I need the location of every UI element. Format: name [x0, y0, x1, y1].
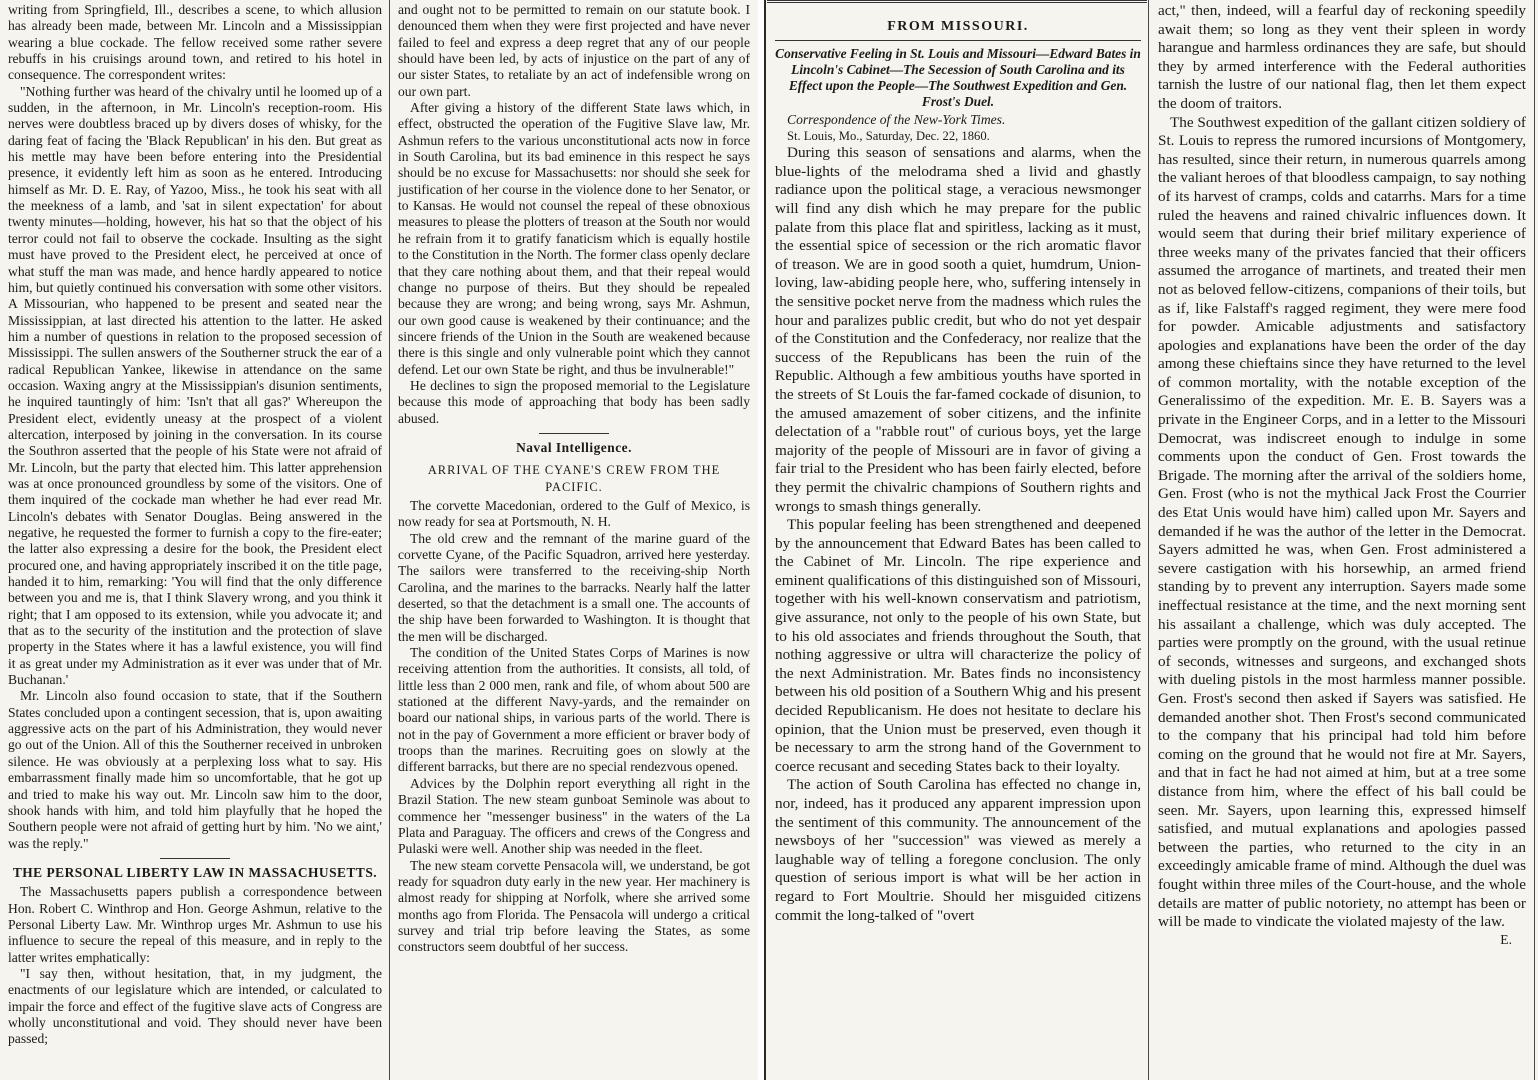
title-rule: [775, 40, 1141, 41]
section-title: THE PERSONAL LIBERTY LAW IN MASSACHUSETTS.: [12, 864, 378, 880]
column-rule: [1148, 0, 1149, 1080]
article-paragraph: act," then, indeed, will a fearful day of reckoning speedily await them; so long as they vent their spleen in wordy harangue and harmless ordinances they are safe, but should they by armed interference with the Federal authorities tarnish the lustre of our national flag, then let them expect the doom of traitors.: [1158, 2, 1526, 112]
article-paragraph: He declines to sign the proposed memorial to the Legislature because this mode of approaching that body has been sadly abused.: [398, 377, 750, 426]
article-paragraph: The corvette Macedonian, ordered to the Gulf of Mexico, is now ready for sea at Portsmouth, N. H.: [398, 497, 750, 530]
article-paragraph: and ought not to be permitted to remain on our statute book. I denounced them when they were first projected and have never failed to feel and express a deep regret that any of our people should have been led, by acts of injustice on the part of any of our sister States, to retaliate by an act of indefensible wrong on our own part.: [398, 2, 750, 99]
article-paragraph: The action of South Carolina has effected no change in, nor, indeed, has it produced any apparent impression upon the sentiment of this community. The announcement of the newsboys of her "succession" was viewed as merely a laughable way of telling a foregone conclusion. The only question of serious import is what will be her action in regard to Fort Moultrie. Should her misguided citizens commit the long-talked of "overt: [775, 776, 1141, 924]
article-paragraph: This popular feeling has been strengthened and deepened by the announcement that Edward Bates has been called to the Cabinet of Mr. Lincoln. The ripe experience and eminent qualifications of this distinguished son of Missouri, together with his well-known conservatism and patriotism, give assurance, not only to the people of his own State, but to his old associates and friends throughout the South, that nothing aggressive or ultra will characterize the policy of the next Administration. Mr. Bates finds no inconsistency between his old position of a Southern Whig and his present decided Republicanism. He does not hesitate to declare his opinion, that the Union must be preserved, even though it be necessary to arm the strong hand of the Government to coerce recusant and seceding States back to their loyalty.: [775, 516, 1141, 775]
correspondence-line: Correspondence of the New-York Times.: [787, 111, 1006, 127]
article-paragraph: The old crew and the remnant of the marine guard of the corvette Cyane, of the Pacific Squadron, arrived here yesterday. The sailors were transferred to the receiving-ship North Carolina, and the marines to the barracks. Nearly half the latter deserted, so that the detachment is a small one. The accounts of the ship have been forwarded to Washington. It is thought that the men will be discharged.: [398, 530, 750, 644]
dateline: St. Louis, Mo., Saturday, Dec. 22, 1860.: [787, 128, 990, 143]
author-signature: E.: [1500, 931, 1512, 947]
article-title: FROM MISSOURI.: [887, 19, 1029, 34]
article-paragraph: Advices by the Dolphin report everything all right in the Brazil Station. The new steam gunboat Seminole was about to commence her "messenger business" in the waters of the La Plata and Paraguay. The officers and crews of the Congress and Pulaski were well. Another ship was needed in the fleet.: [398, 775, 750, 857]
column-4: [1150, 0, 1532, 1080]
section-divider: [539, 433, 609, 434]
article-paragraph: "I say then, without hesitation, that, in my judgment, the enactments of our legislature which are intended, or calculated to impair the force and effect of the fugitive slave acts of Congress are wholly unconstitutional and void. They should never have been passed;: [8, 965, 382, 1047]
article-paragraph: "Nothing further was heard of the chivalry until he loomed up of a sudden, in the afternoon, in Mr. Lincoln's reception-room. His nerves were doubtless braced up by divers doses of whisky, for the daring feat of facing the 'Black Republican' in his den. But great as his mettle may have been before entering into the Presidential presence, it evidently left him as soon as he entered. Introducing himself as Mr. D. E. Ray, of Yazoo, Miss., he took his seat with all the meekness of a lamb, and 'sat in silent expectation' for about twenty minutes—holding, however, his hat so that the object of his terror could not fail to observe the cockade. Insulting as the sight must have proved to the President elect, he perceived at once of what stuff the man was made, and hence hardly appeared to notice him, but quietly continued his conversation with some other visitors. A Missourian, who happened to be present and seated near the Mississippian, at last directed his attention to the latter. He asked him a number of questions in relation to the proposed secession of Mississippi. The sullen answers of the Southerner struck the ear of a radical Republican Yankee, likewise in attendance on the same occasion. Waxing angry at the Mississippian's disunion sentiments, he inquired tauntingly of him: 'Isn't that all gas?' Whereupon the President elect, evidently uneasy at the prospect of a violent altercation, interposed by joining in the conversation. In its course the Southron asserted that the people of his State were not afraid of Mr. Lincoln, but the party that elected him. This latter apprehension was at once pronounced groundless by some of the visitors. One of them inquired of the cockade man whether he had ever read Mr. Lincoln's debates with Senator Douglas. Being answered in the negative, he requested the former to furnish a copy to the fire-eater; the latter also expressing a desire for the book, the President elect procured one, and having appropriately inscribed it on the title page, handed it to him, remarking: 'You will find that the only difference between you and me is, that I think Slavery wrong, and you think it right; that I am opposed to its extension, while you advocate it; and that as to the security of the institution and the protection of slave property in the States where it has a lawful existence, you will find it as great under my Administration as it ever was under that of Mr. Buchanan.': [8, 83, 382, 688]
page-edge-rule: [1534, 0, 1535, 1080]
article-paragraph: writing from Springfield, Ill., describes a scene, to which allusion has already been made, between Mr. Lincoln and a Mississippian wearing a blue cockade. The fellow received some rather severe rebuffs in his cruisings around town, and retired to his hotel in consequence. The correspondent writes:: [8, 2, 382, 83]
column-rule: [764, 0, 766, 1080]
article-paragraph: The new steam corvette Pensacola will, we understand, be got ready for squadron duty early in the new year. Her machinery is almost ready for shipping at Norfolk, where she arrived some months ago from Florida. The Pensacola will undergo a critical survey and trial trip before leaving the States, as some constructors seem doubtful of her success.: [398, 857, 750, 955]
column-3: [767, 0, 1147, 1080]
article-paragraph: The Massachusetts papers publish a correspondence between Hon. Robert C. Winthrop and Hon. George Ashmun, relative to the Personal Liberty Law. Mr. Winthrop urges Mr. Ashmun to use his influence to secure the repeal of this measure, and in reply to the latter writes emphatically:: [8, 884, 382, 965]
column-1: [0, 0, 388, 1080]
article-paragraph: Mr. Lincoln also found occasion to state, that if the Southern States concluded upon a contingent secession, that is, upon awaiting aggressive acts on the part of his Administration, they would never go out of the Union. All of this the Southerner received in unbroken silence. He was obviously at a perplexing loss what to say. His embarrassment finally made him so uncomfortable, that he got up and tried to make his way out. Mr. Lincoln saw him to the door, shook hands with him, and told him playfully that he hoped the Southern people were not afraid of getting hurt by him. 'No we aint,' was the reply.": [8, 688, 382, 851]
article-paragraph: After giving a history of the different State laws which, in effect, obstructed the operation of the Fugitive Slave law, Mr. Ashmun refers to the various unconstitutional acts now in force in South Carolina, but its bad eminence in this respect he says should be no excuse for Massachusetts: nor should she seek for justification of her course in the violence done to her Senator, or to Kansas. He would not counsel the repeal of these obnoxious measures to please the plotters of treason at the South nor would he refrain from it to gratify fanaticism which is equally hostile to the Constitution in the North. The former class openly declare that they care nothing about them, and that their repeal would change no purpose of theirs. But they should be repealed because they are wrong; and being wrong, says Mr. Ashmun, our own good cause is weakened by their continuance; and the sincere friends of the Union in the South are weakened because there is this single and only vulnerable point which they cannot defend. Let our own State be right, and thus be invulnerable!": [398, 100, 750, 377]
column-2: [390, 0, 756, 1080]
article-paragraph: The condition of the United States Corps of Marines is now receiving attention from the authorities. It consists, all told, of little less than 2 000 men, rank and file, of whom about 500 are stationed at the different Navy-yards, and the remainder on board our national ships, in various parts of the world. There is not in the pay of Government a more efficient or braver body of troops than the marines. Recruiting goes on slowly at the different barracks, but there are no special rendezvous opened.: [398, 645, 750, 775]
section-subtitle: ARRIVAL OF THE CYANE'S CREW FROM THE PACIFIC.: [427, 463, 721, 494]
section-title: Naval Intelligence.: [516, 439, 632, 455]
article-paragraph: The Southwest expedition of the gallant citizen soldiery of St. Louis to repress the rumored incursions of Montgomery, has resulted, since their return, in numerous quarrels among the valiant heroes of that bloodless campaign, to say nothing of its harvest of cramps, colds and catarrhs. Mars for a time ruled the heavens and rained chivalric influences down. It would seem that during their brief military experience of three weeks many of the privates fancied that their officers assumed the arrogance of martinets, and treated their men not as beloved fellow-citizens, companions of their toils, but as if, like Falstaff's ragged regiment, they were mere food for powder. Amicable adjustments and satisfactory apologies and explanations have been the order of the day among these chieftains since they have returned to the level of common mortality, with the notable exception of the Generalissimo of the expedition. Mr. E. B. Sayers was a private in the Engineer Corps, and in a letter to the Missouri Democrat, was indiscreet enough to indulge in some comments upon the conduct of Gen. Frost towards the Brigade. The morning after the arrival of the soldiers home, Gen. Frost (who is not the mythical Jack Frost the Courrier des Etat Unis would have him) called upon Mr. Sayers and demanded if he was the author of the letter in the Democrat. Sayers admitted he was, when Gen. Frost administered a severe castigation with his horsewhip, an armed friend standing by to prevent any interruption. Sayers made some ineffectual resistance at the time, and the next morning sent his assailant a challenge, which was duly accepted. The parties were promptly on the ground, with the usual retinue of seconds, witnesses and surgeons, and exchanged shots with dueling pistols in the most harmless manner possible. Gen. Frost's second then asked if Sayers was satisfied. He demanded another shot. Then Frost's second communicated to the company that his principal had told him before coming on the ground that he would not fire at Mr. Sayers, and that in fact he had not aimed at him, but at a tree some distance from him, where the effect of his ball could be seen. Mr. Sayers, upon learning this, expressed himself satisfied, and mutual explanations and apologies passed between the parties, who returned to the city in an exceedingly amicable frame of mind. Although the duel was fought within three miles of the Court-house, and the whole details are matter of public notoriety, no attempt has been or will be made to vindicate the violated majesty of the law.: [1158, 113, 1526, 931]
article-paragraph: During this season of sensations and alarms, when the blue-lights of the melodrama shed a livid and ghastly radiance upon the political stage, a veracious newsmonger will find any dish which he may prepare for the public palate from this place flat and spiritless, lacking as it must, the essential spice of secession or the rich aromatic flavor of treason. We are in good sooth a quiet, humdrum, Union-loving, law-abiding people here, who, suffering intensely in the sensitive pocket nerve from the madness which rules the hour and paralizes public credit, but who do not yet despair of the Constitution and the Confederacy, nor realize that the success of the Republicans has been the ruin of the Republic. Although a few ambitious youths have sported in the streets of St Louis the far-famed cockade of disunion, to the amused amazement of sober citizens, and the infinite delectation of a "rabble rout" of curious boys, yet the large majority of the people of Missouri are in favor of giving a fair trial to the President who has been fairly elected, before they permit the chivalric champions of Southern rights and wrongs to smash things generally.: [775, 144, 1141, 515]
article-deck: Conservative Feeling in St. Louis and Missouri—Edward Bates in Lincoln's Cabinet—The Secession of South Carolina and its Effect upon the People—The Southwest Expedition and Gen. Frost's Duel.: [775, 46, 1141, 109]
section-divider: [160, 858, 230, 859]
